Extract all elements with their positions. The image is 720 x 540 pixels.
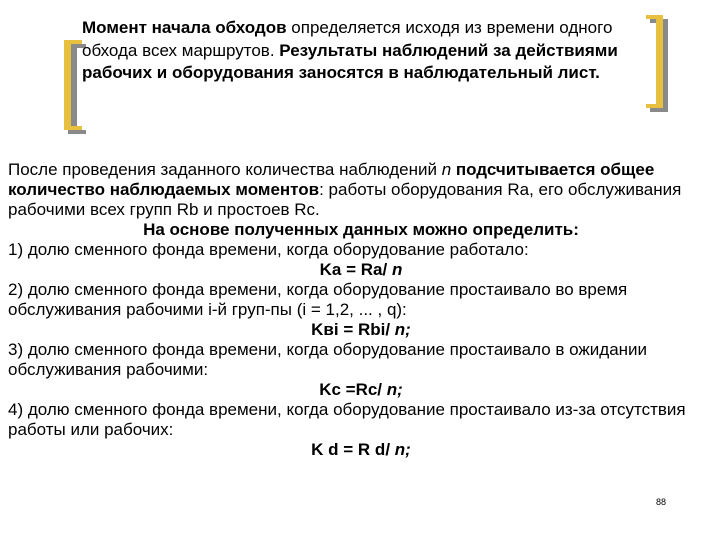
formula-1: Ka = Ra/ n: [319, 260, 403, 279]
item-2-text: 2) долю сменного фонда времени, когда оборудование простаивало во время обслуживания рабочими i-й груп-пы (i = 1,2, ... , q):: [8, 280, 628, 319]
formula-2: Kвi = Rbi/ n;: [311, 320, 411, 339]
right-bracket-decoration: [648, 15, 672, 110]
para1-text-tail: : работы оборудования Ra, его обслуживания рабочими всех групп Rb и простоев Rc.: [8, 180, 682, 219]
main-text: [8, 160, 714, 460]
intro-bold-tail: Результаты наблюдений за действиями рабочих и оборудования заносятся в наблюдательный лист.: [82, 40, 618, 82]
intro-bold-lead: Момент начала обходов: [82, 18, 287, 37]
page-number: 88: [656, 497, 667, 507]
para1-bold: подсчитывается общее количество наблюдаемых моментов: [8, 160, 655, 199]
section-heading: На основе полученных данных можно определить:: [143, 220, 579, 239]
para1-text: После проведения заданного количества наблюдений: [8, 160, 442, 179]
variable-n: n: [441, 160, 452, 179]
intro-paragraph: [82, 17, 642, 85]
item-1-text: 1) долю сменного фонда времени, когда оборудование работало:: [8, 240, 529, 259]
formula-4: K d = R d/ n;: [311, 440, 411, 459]
paragraph-observations: [8, 160, 714, 220]
item-4-text: 4) долю сменного фонда времени, когда оборудование простаивало из-за отсутствия работы или рабочих:: [8, 400, 686, 439]
item-3-text: 3) долю сменного фонда времени, когда оборудование простаивало в ожидании обслуживания рабочими:: [8, 340, 648, 379]
formula-3: Kc =Rc/ n;: [319, 380, 403, 399]
intro-text: определяется исходя из времени одного обхода всех маршрутов.: [82, 18, 613, 60]
